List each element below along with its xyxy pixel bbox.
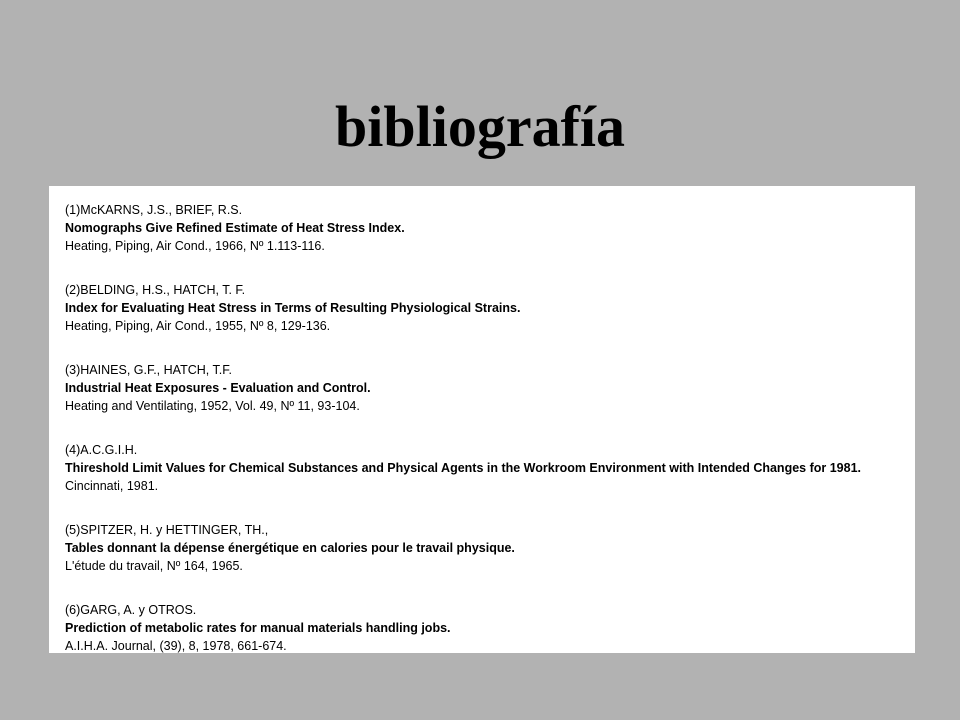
reference-author: (4)A.C.G.I.H. bbox=[65, 443, 138, 457]
reference-author: (2)BELDING, H.S., HATCH, T. F. bbox=[65, 283, 246, 297]
reference-source: Heating and Ventilating, 1952, Vol. 49, Nº 11, 93-104. bbox=[65, 399, 360, 413]
slide-title: bibliografía bbox=[334, 94, 626, 159]
reference-author: (1)McKARNS, J.S., BRIEF, R.S. bbox=[65, 203, 243, 217]
reference-title: Nomographs Give Refined Estimate of Heat Stress Index. bbox=[65, 221, 405, 235]
reference-item bbox=[65, 201, 905, 255]
reference-title: Tables donnant la dépense énergétique en calories pour le travail physique. bbox=[65, 541, 515, 555]
reference-author: (5)SPITZER, H. y HETTINGER, TH., bbox=[65, 523, 269, 537]
reference-title: Thireshold Limit Values for Chemical Substances and Physical Agents in the Workroom Environment with Intended Changes for 1981. bbox=[65, 461, 861, 475]
reference-source: Heating, Piping, Air Cond., 1955, Nº 8, 129-136. bbox=[65, 319, 331, 333]
reference-list bbox=[49, 186, 915, 653]
reference-title: Index for Evaluating Heat Stress in Terms of Resulting Physiological Strains. bbox=[65, 301, 521, 315]
reference-source: Heating, Piping, Air Cond., 1966, Nº 1.113-116. bbox=[65, 239, 325, 253]
reference-item bbox=[65, 281, 905, 335]
reference-title: Prediction of metabolic rates for manual materials handling jobs. bbox=[65, 621, 451, 635]
reference-source: Cincinnati, 1981. bbox=[65, 479, 159, 493]
reference-item bbox=[65, 521, 905, 575]
reference-source: A.I.H.A. Journal, (39), 8, 1978, 661-674. bbox=[65, 639, 287, 653]
reference-source: L'étude du travail, Nº 164, 1965. bbox=[65, 559, 243, 573]
reference-title: Industrial Heat Exposures - Evaluation and Control. bbox=[65, 381, 371, 395]
reference-item bbox=[65, 601, 905, 655]
reference-item bbox=[65, 441, 905, 495]
reference-author: (6)GARG, A. y OTROS. bbox=[65, 603, 197, 617]
reference-item bbox=[65, 361, 905, 415]
reference-author: (3)HAINES, G.F., HATCH, T.F. bbox=[65, 363, 232, 377]
